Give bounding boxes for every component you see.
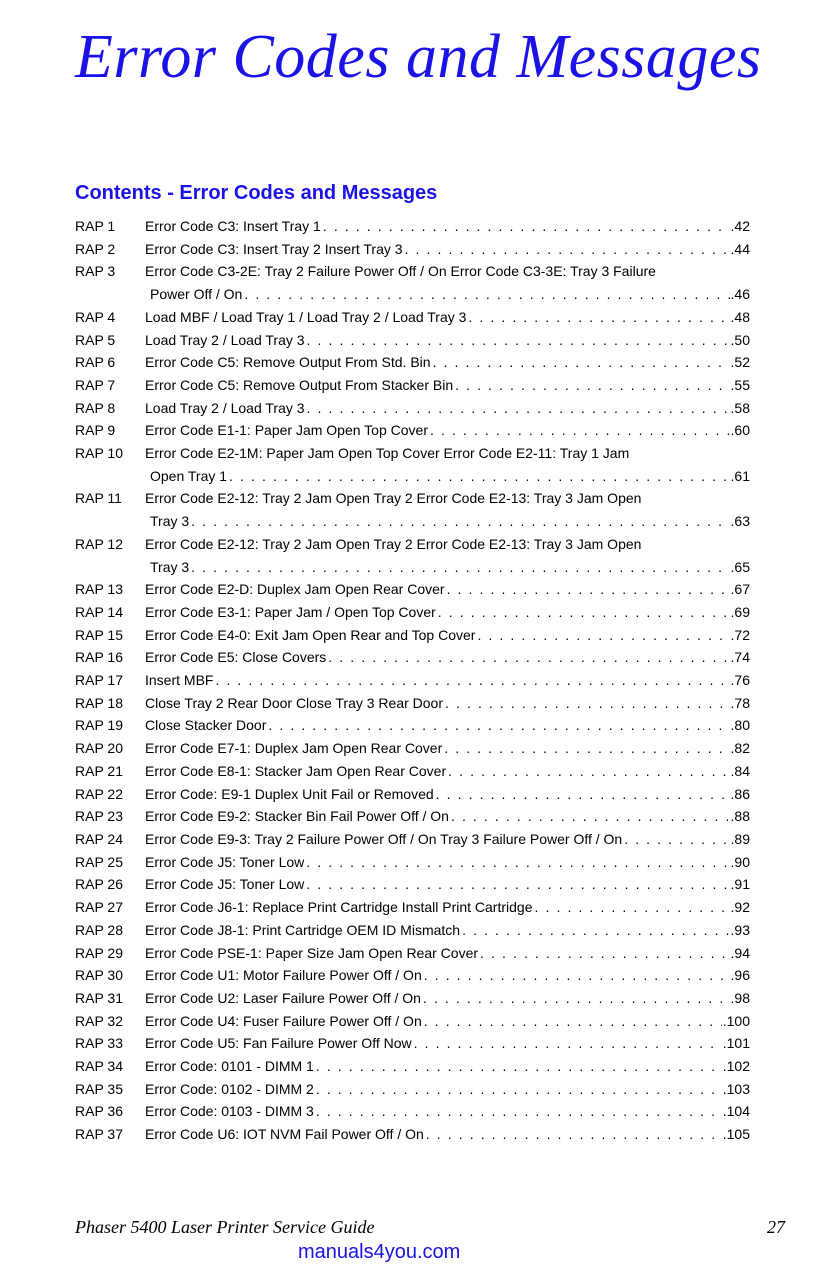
toc-rap-number: RAP 24 [75, 830, 123, 847]
toc-page-number: .69 [730, 603, 750, 620]
toc-entry-body [145, 624, 750, 647]
toc-entry[interactable] [75, 964, 750, 987]
toc-leader-line [145, 714, 750, 737]
toc-dot-leader [431, 351, 730, 374]
toc-entry[interactable] [75, 578, 750, 601]
toc-dot-leader [266, 714, 729, 737]
toc-dot-leader [446, 760, 729, 783]
toc-entry[interactable] [75, 306, 750, 329]
toc-entry-title: Error Code U6: IOT NVM Fail Power Off / On [145, 1126, 424, 1143]
toc-entry-title: Error Code J5: Toner Low [145, 876, 305, 893]
toc-dot-leader [421, 987, 730, 1010]
toc-entry-title: Tray 3 [150, 558, 190, 575]
toc-dot-leader [422, 964, 730, 987]
toc-leader-line [145, 964, 750, 987]
toc-dot-leader [453, 374, 729, 397]
toc-rap-number: RAP 30 [75, 967, 123, 984]
toc-entry-title: Error Code J5: Toner Low [145, 853, 305, 870]
toc-page-number: .89 [730, 830, 750, 847]
toc-leader-line [145, 737, 750, 760]
toc-dot-leader [436, 601, 730, 624]
toc-dot-leader [314, 1078, 722, 1101]
toc-entry[interactable] [75, 1123, 750, 1146]
toc-entry[interactable] [75, 351, 750, 374]
toc-page-number: .90 [730, 853, 750, 870]
toc-rap-number: RAP 4 [75, 308, 116, 325]
toc-entry[interactable] [75, 487, 750, 532]
toc-entry[interactable] [75, 419, 750, 442]
toc-entry[interactable] [75, 896, 750, 919]
toc-entry[interactable] [75, 215, 750, 238]
toc-entry-body [145, 987, 750, 1010]
toc-entry[interactable] [75, 238, 750, 261]
toc-page-number: .98 [730, 989, 750, 1006]
toc-page-number: .78 [730, 694, 750, 711]
toc-entry-body [145, 760, 750, 783]
page-title: Error Codes and Messages [75, 23, 762, 91]
toc-leader-line [145, 374, 750, 397]
toc-page-number: .93 [730, 921, 750, 938]
toc-entry-title: Error Code PSE-1: Paper Size Jam Open Rear Cover [145, 944, 479, 961]
toc-dot-leader [466, 306, 729, 329]
toc-entry-title: Error Code C3: Insert Tray 1 [145, 218, 321, 234]
toc-page-number: .65 [730, 558, 750, 575]
toc-entry[interactable] [75, 442, 750, 487]
toc-dot-leader [478, 942, 730, 965]
toc-entry-title: Power Off / On [150, 286, 243, 303]
toc-rap-number: RAP 27 [75, 899, 123, 916]
toc-page-number: .96 [730, 967, 750, 984]
toc-rap-number: RAP 18 [75, 694, 123, 711]
toc-entry-body [145, 419, 750, 442]
toc-rap-number: RAP 14 [75, 603, 123, 620]
toc-leader-line [145, 1078, 750, 1101]
toc-entry-body [145, 487, 750, 532]
toc-entry[interactable] [75, 987, 750, 1010]
toc-page-number: .52 [730, 354, 750, 371]
toc-dot-leader [305, 329, 730, 352]
toc-entry-body [145, 1123, 750, 1146]
toc-page-number: .92 [730, 899, 750, 916]
toc-dot-leader [533, 896, 730, 919]
toc-entry-body [145, 238, 750, 261]
toc-leader-line [145, 419, 750, 442]
toc-dot-leader [326, 646, 729, 669]
toc-entry[interactable] [75, 374, 750, 397]
toc-rap-number: RAP 37 [75, 1126, 123, 1143]
toc-rap-number: RAP 13 [75, 581, 123, 598]
toc-page-number: .80 [730, 717, 750, 734]
toc-entry-body [145, 714, 750, 737]
toc-entry-body [145, 1010, 750, 1033]
toc-entry-body [145, 964, 750, 987]
toc-leader-line [145, 828, 750, 851]
toc-page-number: .48 [730, 308, 750, 325]
toc-page-number: .50 [730, 331, 750, 348]
toc-page-number: .104 [722, 1103, 750, 1120]
toc-page-number: .103 [722, 1080, 750, 1097]
toc-rap-number: RAP 29 [75, 944, 123, 961]
toc-rap-number: RAP 21 [75, 762, 123, 779]
toc-page-number: .42 [730, 218, 750, 234]
toc-entry-title: Error Code C3: Insert Tray 2 Insert Tray 3 [145, 240, 403, 257]
toc-entry-body [145, 646, 750, 669]
toc-leader-line [145, 578, 750, 601]
toc-leader-line [145, 919, 750, 942]
toc-entry[interactable] [75, 851, 750, 874]
toc-rap-number: RAP 36 [75, 1103, 123, 1120]
toc-leader-line [145, 624, 750, 647]
toc-dot-leader [434, 783, 730, 806]
toc-entry[interactable] [75, 805, 750, 828]
toc-page-number: .46 [730, 286, 750, 303]
toc-dot-leader [442, 737, 729, 760]
toc-page-number: .100 [722, 1012, 750, 1029]
toc-entry[interactable] [75, 760, 750, 783]
toc-entry-title: Error Code E5: Close Covers [145, 649, 327, 666]
toc-page-number: .86 [730, 785, 750, 802]
toc-dot-leader [412, 1032, 722, 1055]
toc-leader-line [145, 238, 750, 261]
toc-entry[interactable] [75, 873, 750, 896]
toc-entry-body [145, 692, 750, 715]
toc-dot-leader [305, 397, 730, 420]
toc-page-number: .58 [730, 399, 750, 416]
toc-entry-title: Open Tray 1 [150, 467, 228, 484]
toc-entry-body [145, 215, 750, 238]
toc-entry-title: Error Code E7-1: Duplex Jam Open Rear Cover [145, 740, 443, 757]
toc-entry-body [145, 1100, 750, 1123]
toc-rap-number: RAP 5 [75, 331, 116, 348]
toc-entry[interactable] [75, 714, 750, 737]
toc-dot-leader [460, 919, 729, 942]
footer-page-number: 27 [767, 1217, 785, 1237]
toc-rap-number: RAP 15 [75, 626, 123, 643]
toc-dot-leader [213, 669, 729, 692]
toc-page-number: .55 [730, 376, 750, 393]
toc-entry[interactable] [75, 828, 750, 851]
toc-entry-title: Error Code U5: Fan Failure Power Off Now [145, 1035, 412, 1052]
toc-entry-body [145, 578, 750, 601]
toc-leader-line [145, 760, 750, 783]
toc-entry[interactable] [75, 1055, 750, 1078]
toc-dot-leader [321, 215, 730, 238]
toc-leader-line [145, 1123, 750, 1146]
toc-dot-leader [189, 556, 729, 579]
toc-rap-number: RAP 23 [75, 808, 123, 825]
contents-heading: Contents - Error Codes and Messages [75, 182, 438, 204]
toc-leader-line [145, 896, 750, 919]
toc-entry[interactable] [75, 669, 750, 692]
toc-entry[interactable] [75, 533, 750, 578]
toc-entry-title: Load MBF / Load Tray 1 / Load Tray 2 / Load Tray 3 [145, 308, 467, 325]
toc-entry-body [145, 783, 750, 806]
toc-page-number: .60 [730, 422, 750, 439]
toc-entry[interactable] [75, 942, 750, 965]
toc-leader-line [145, 465, 750, 488]
toc-entry-body [145, 442, 750, 487]
toc-entry-title: Error Code: 0103 - DIMM 3 [145, 1103, 314, 1120]
toc-leader-line [145, 805, 750, 828]
toc-page-number: .84 [730, 762, 750, 779]
toc-page-number: .76 [730, 672, 750, 689]
toc-entry[interactable] [75, 646, 750, 669]
toc-page-number: .94 [730, 944, 750, 961]
toc-entry-title: Insert MBF [145, 672, 214, 689]
toc-leader-line [145, 987, 750, 1010]
toc-page-number: .63 [730, 513, 750, 530]
toc-rap-number: RAP 16 [75, 649, 123, 666]
toc-entry-title: Error Code E2-D: Duplex Jam Open Rear Cover [145, 581, 445, 598]
toc-entry-title: Error Code E1-1: Paper Jam Open Top Cover [145, 422, 428, 439]
toc-entry-title: Tray 3 [150, 513, 190, 530]
toc-entry-body [145, 329, 750, 352]
toc-entry-body [145, 1055, 750, 1078]
toc-entry[interactable] [75, 783, 750, 806]
toc-leader-line [145, 1032, 750, 1055]
toc-entry-body [145, 1032, 750, 1055]
toc-dot-leader [622, 828, 729, 851]
toc-dot-leader [445, 578, 730, 601]
toc-page-number: .82 [730, 740, 750, 757]
toc-entry-body [145, 873, 750, 896]
toc-rap-number: RAP 8 [75, 399, 116, 416]
toc-leader-line [145, 306, 750, 329]
toc-dot-leader [304, 873, 729, 896]
toc-leader-line [145, 1100, 750, 1123]
toc-leader-line [145, 215, 750, 238]
toc-dot-leader [475, 624, 729, 647]
toc-leader-line [145, 351, 750, 374]
toc-entry[interactable] [75, 601, 750, 624]
toc-rap-number: RAP 28 [75, 921, 123, 938]
toc-rap-number: RAP 1 [75, 218, 116, 234]
toc-entry-title: Error Code E2-12: Tray 2 Jam Open Tray 2 Error Code E2-13: Tray 3 Jam Open [145, 490, 642, 507]
toc-entry-body [145, 919, 750, 942]
toc-page-number: .91 [730, 876, 750, 893]
toc-entry-title: Error Code C5: Remove Output From Std. Bin [145, 354, 431, 371]
toc-entry-body [145, 1078, 750, 1101]
toc-dot-leader [227, 465, 729, 488]
toc-page-number: .101 [722, 1035, 750, 1052]
toc-dot-leader [422, 1010, 722, 1033]
toc-entry[interactable] [75, 624, 750, 647]
toc-dot-leader [189, 510, 729, 533]
toc-page-number: .74 [730, 649, 750, 666]
toc-leader-line [145, 669, 750, 692]
toc-leader-line [145, 283, 750, 306]
toc-dot-leader [443, 692, 730, 715]
toc-entry-body [145, 533, 750, 578]
toc-leader-line [145, 510, 750, 533]
toc-leader-line [145, 329, 750, 352]
toc-entry-title: Error Code: E9-1 Duplex Unit Fail or Removed [145, 785, 434, 802]
toc-rap-number: RAP 22 [75, 785, 123, 802]
toc-rap-number: RAP 11 [75, 490, 122, 507]
toc-entry-body [145, 351, 750, 374]
toc-rap-number: RAP 35 [75, 1080, 123, 1097]
toc-entry-title: Close Stacker Door [145, 717, 267, 734]
toc-entry-title: Error Code U2: Laser Failure Power Off / On [145, 989, 421, 1006]
toc-leader-line [145, 1010, 750, 1033]
toc-page-number: .61 [730, 467, 750, 484]
toc-entry-title: Error Code E9-3: Tray 2 Failure Power Off / On Tray 3 Failure Power Off / On [145, 830, 623, 847]
toc-dot-leader [314, 1100, 722, 1123]
toc-entry[interactable] [75, 919, 750, 942]
toc-entry-title: Error Code U1: Motor Failure Power Off / On [145, 967, 422, 984]
toc-dot-leader [403, 238, 730, 261]
toc-rap-number: RAP 2 [75, 240, 116, 257]
toc-rap-number: RAP 32 [75, 1012, 123, 1029]
toc-rap-number: RAP 9 [75, 422, 116, 439]
toc-leader-line [145, 646, 750, 669]
toc-page-number: .102 [722, 1058, 750, 1075]
toc-entry-title: Error Code E8-1: Stacker Jam Open Rear Cover [145, 762, 447, 779]
toc-leader-line [145, 783, 750, 806]
toc-leader-line [145, 1055, 750, 1078]
toc-entry-title: Close Tray 2 Rear Door Close Tray 3 Rear Door [145, 694, 443, 711]
toc-entry[interactable] [75, 1078, 750, 1101]
toc-entry-title: Error Code C5: Remove Output From Stacker Bin [145, 376, 454, 393]
toc-leader-line [145, 692, 750, 715]
toc-entry-body [145, 669, 750, 692]
toc-entry[interactable] [75, 329, 750, 352]
toc-dot-leader [428, 419, 730, 442]
toc-entry-title: Error Code J6-1: Replace Print Cartridge Install Print Cartridge [145, 899, 533, 916]
toc-entry[interactable] [75, 692, 750, 715]
toc-dot-leader [304, 851, 729, 874]
toc-entry[interactable] [75, 1010, 750, 1033]
toc-entry-body [145, 601, 750, 624]
toc-leader-line [145, 851, 750, 874]
toc-entry-title: Load Tray 2 / Load Tray 3 [145, 331, 305, 348]
toc-dot-leader [449, 805, 730, 828]
toc-entry-title: Error Code C3-2E: Tray 2 Failure Power Off / On Error Code C3-3E: Tray 3 Failure [145, 263, 656, 280]
toc-rap-number: RAP 17 [75, 672, 123, 689]
toc-page-number: .105 [722, 1126, 750, 1143]
toc-entry-body [145, 828, 750, 851]
toc-rap-number: RAP 33 [75, 1035, 123, 1052]
toc-entry[interactable] [75, 1032, 750, 1055]
toc-page-number: .88 [730, 808, 750, 825]
toc-entry-body [145, 737, 750, 760]
toc-leader-line [145, 601, 750, 624]
toc-entry-title: Error Code E3-1: Paper Jam / Open Top Cover [145, 603, 436, 620]
toc-rap-number: RAP 19 [75, 717, 123, 734]
toc-dot-leader [424, 1123, 722, 1146]
toc-rap-number: RAP 20 [75, 740, 123, 757]
toc-entry[interactable] [75, 1100, 750, 1123]
toc-entry-body [145, 260, 750, 305]
toc-rap-number: RAP 7 [75, 376, 116, 393]
toc-entry[interactable] [75, 260, 750, 305]
toc-entry[interactable] [75, 737, 750, 760]
toc-entry-body [145, 942, 750, 965]
toc-entry-body [145, 374, 750, 397]
toc-entry-title: Error Code: 0101 - DIMM 1 [145, 1058, 314, 1075]
toc-entry-body [145, 306, 750, 329]
toc-entry-title: Error Code: 0102 - DIMM 2 [145, 1080, 314, 1097]
toc-entry-body [145, 397, 750, 420]
toc-leader-line [145, 397, 750, 420]
toc-dot-leader [314, 1055, 722, 1078]
toc-rap-number: RAP 3 [75, 263, 116, 280]
toc-rap-number: RAP 6 [75, 354, 116, 371]
toc-entry-title: Error Code E9-2: Stacker Bin Fail Power Off / On [145, 808, 449, 825]
toc-entry-title: Error Code E2-1M: Paper Jam Open Top Cover Error Code E2-11: Tray 1 Jam [145, 445, 630, 462]
toc-entry-body [145, 851, 750, 874]
toc-rap-number: RAP 12 [75, 535, 123, 552]
toc-entry-title: Load Tray 2 / Load Tray 3 [145, 399, 305, 416]
watermark-link[interactable]: manuals4you.com [298, 1241, 461, 1263]
toc-rap-number: RAP 34 [75, 1058, 123, 1075]
toc-page-number: .44 [730, 240, 750, 257]
toc-page-number: .67 [730, 581, 750, 598]
toc-entry-title: Error Code U4: Fuser Failure Power Off / On [145, 1012, 422, 1029]
toc-entry-body [145, 805, 750, 828]
toc-entry-title: Error Code E2-12: Tray 2 Jam Open Tray 2 Error Code E2-13: Tray 3 Jam Open [145, 535, 642, 552]
toc-page-number: .72 [730, 626, 750, 643]
toc-rap-number: RAP 31 [75, 989, 123, 1006]
toc-entry[interactable] [75, 397, 750, 420]
toc-leader-line [145, 873, 750, 896]
toc-rap-number: RAP 26 [75, 876, 123, 893]
toc-leader-line [145, 556, 750, 579]
toc-rap-number: RAP 25 [75, 853, 123, 870]
toc-leader-line [145, 942, 750, 965]
toc-rap-number: RAP 10 [75, 445, 123, 462]
toc-entry-title: Error Code E4-0: Exit Jam Open Rear and Top Cover [145, 626, 476, 643]
toc-dot-leader [242, 283, 729, 306]
toc-entry-title: Error Code J8-1: Print Cartridge OEM ID Mismatch [145, 921, 461, 938]
toc-entry-body [145, 896, 750, 919]
table-of-contents [75, 215, 750, 1146]
footer-guide-title: Phaser 5400 Laser Printer Service Guide [75, 1217, 375, 1237]
